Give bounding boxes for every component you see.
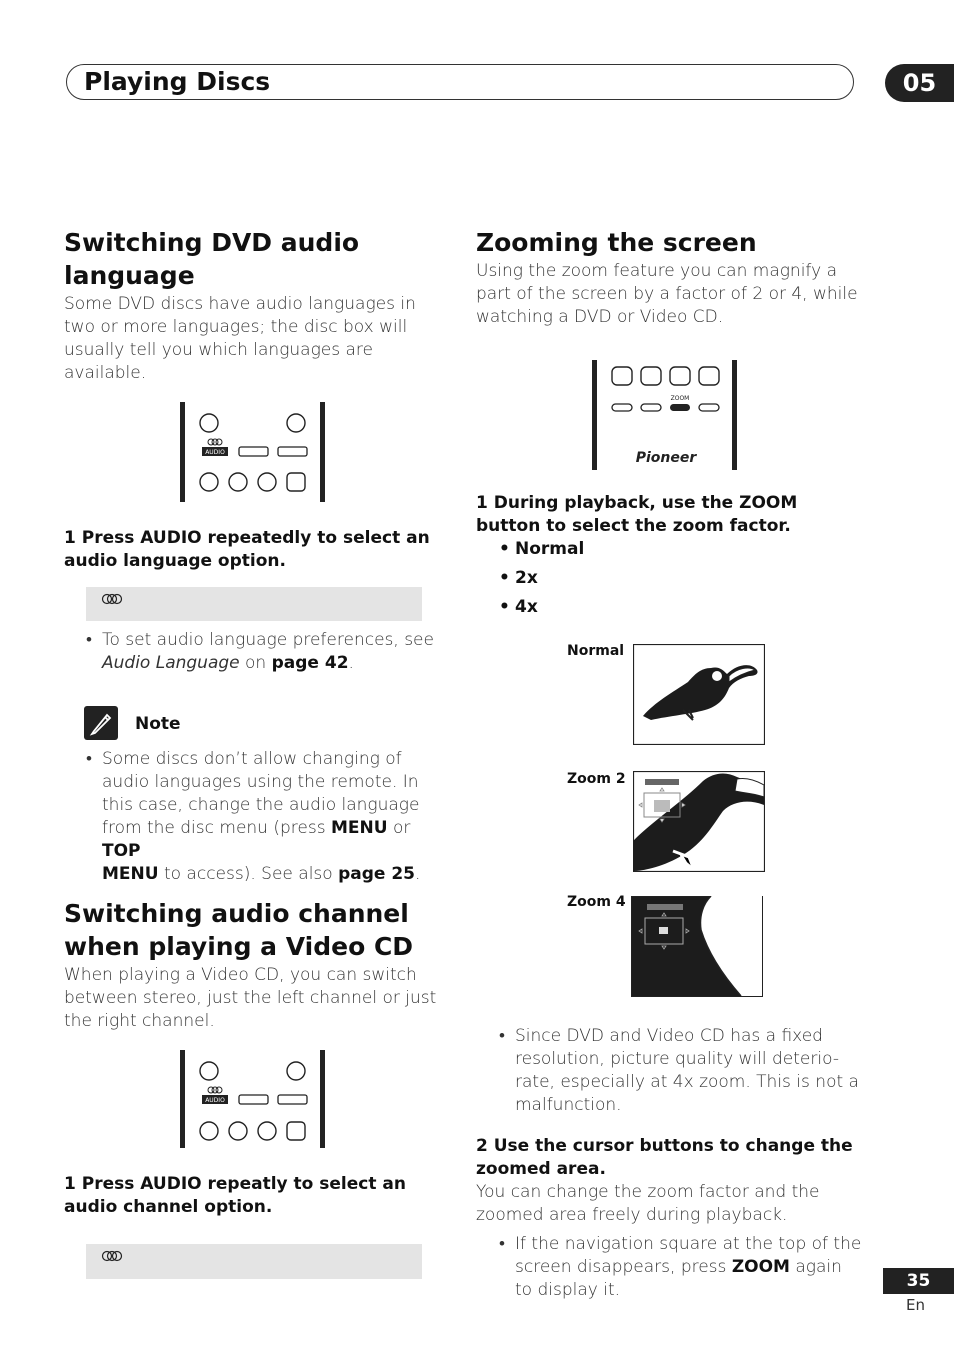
zoom-image-label-normal: Normal <box>567 643 625 659</box>
language-code: En <box>906 1296 925 1314</box>
section-title-audio-channel: Switching audio channel when playing a Video CD <box>64 899 414 961</box>
audio-icon <box>100 593 130 613</box>
audio-icon <box>100 1250 130 1270</box>
svg-text:ZOOM: ZOOM <box>670 395 690 402</box>
note-title: Note <box>135 714 181 734</box>
zoom-quality-bullet: • Since DVD and Video CD has a fixed resolution, picture quality will deterio- rate, especially at 4x zoom. This is not a malfunction. <box>499 1026 859 1115</box>
zoom-option-list: • Normal • 2x • 4x <box>499 539 585 617</box>
note-pencil-icon <box>84 706 118 740</box>
audio-channel-display-bar <box>86 1244 422 1279</box>
zoom-step-2: 2 Use the cursor buttons to change the zoomed area. <box>476 1136 853 1179</box>
audio-icon <box>208 1087 222 1093</box>
pioneer-logo: Pioneer <box>635 450 697 466</box>
audio-channel-intro: When playing a Video CD, you can switch between stereo, just the left channel or just the right channel. <box>64 965 437 1031</box>
audio-language-step-1: 1 Press AUDIO repeatedly to select an audio language option. <box>64 528 430 571</box>
zoom-intro: Using the zoom feature you can magnify a part of the screen by a factor of 2 or 4, while watching a DVD or Video CD. <box>476 261 858 327</box>
chapter-badge: 05 <box>885 64 954 102</box>
audio-language-bullet: • To set audio language preferences, see Audio Language on page 42. <box>86 630 434 673</box>
audio-icon <box>208 439 222 445</box>
page-title: Playing Discs <box>84 67 271 96</box>
audio-language-intro: Some DVD discs have audio languages in two or more languages; the disc box will usually tell you which languages are available. <box>64 294 416 383</box>
remote-audio-illustration <box>178 402 328 502</box>
zoom-step-1: 1 During playback, use the ZOOM button to select the zoom factor. <box>476 493 798 536</box>
section-title-audio-language: Switching DVD audio language <box>64 228 360 290</box>
svg-text:AUDIO: AUDIO <box>205 1097 225 1104</box>
svg-text:AUDIO: AUDIO <box>205 449 225 456</box>
toucan-zoom4-image <box>631 896 763 997</box>
toucan-normal-image <box>633 644 765 745</box>
audio-display-bar <box>86 587 422 621</box>
zoom-step-2-body: You can change the zoom factor and the zoomed area freely during playback. <box>476 1182 820 1225</box>
section-title-zoom: Zooming the screen <box>476 228 757 257</box>
note-bullet: • Some discs don’t allow changing of audio languages using the remote. In this case, change the audio language from the disc menu (press MENU or TOP MENU to access). See also page 25. <box>86 749 421 884</box>
toucan-zoom2-image <box>633 771 765 872</box>
zoom-image-label-zoom4: Zoom 4 <box>567 894 626 910</box>
zoom-navigation-bullet: • If the navigation square at the top of the screen disappears, press ZOOM again to display it. <box>499 1234 862 1300</box>
zoom-image-label-zoom2: Zoom 2 <box>567 771 626 787</box>
remote-zoom-illustration <box>590 358 740 472</box>
remote-audio-illustration-2 <box>178 1050 328 1150</box>
audio-channel-step-1: 1 Press AUDIO repeatly to select an audio channel option. <box>64 1174 406 1217</box>
page-number: 35 <box>883 1268 954 1294</box>
